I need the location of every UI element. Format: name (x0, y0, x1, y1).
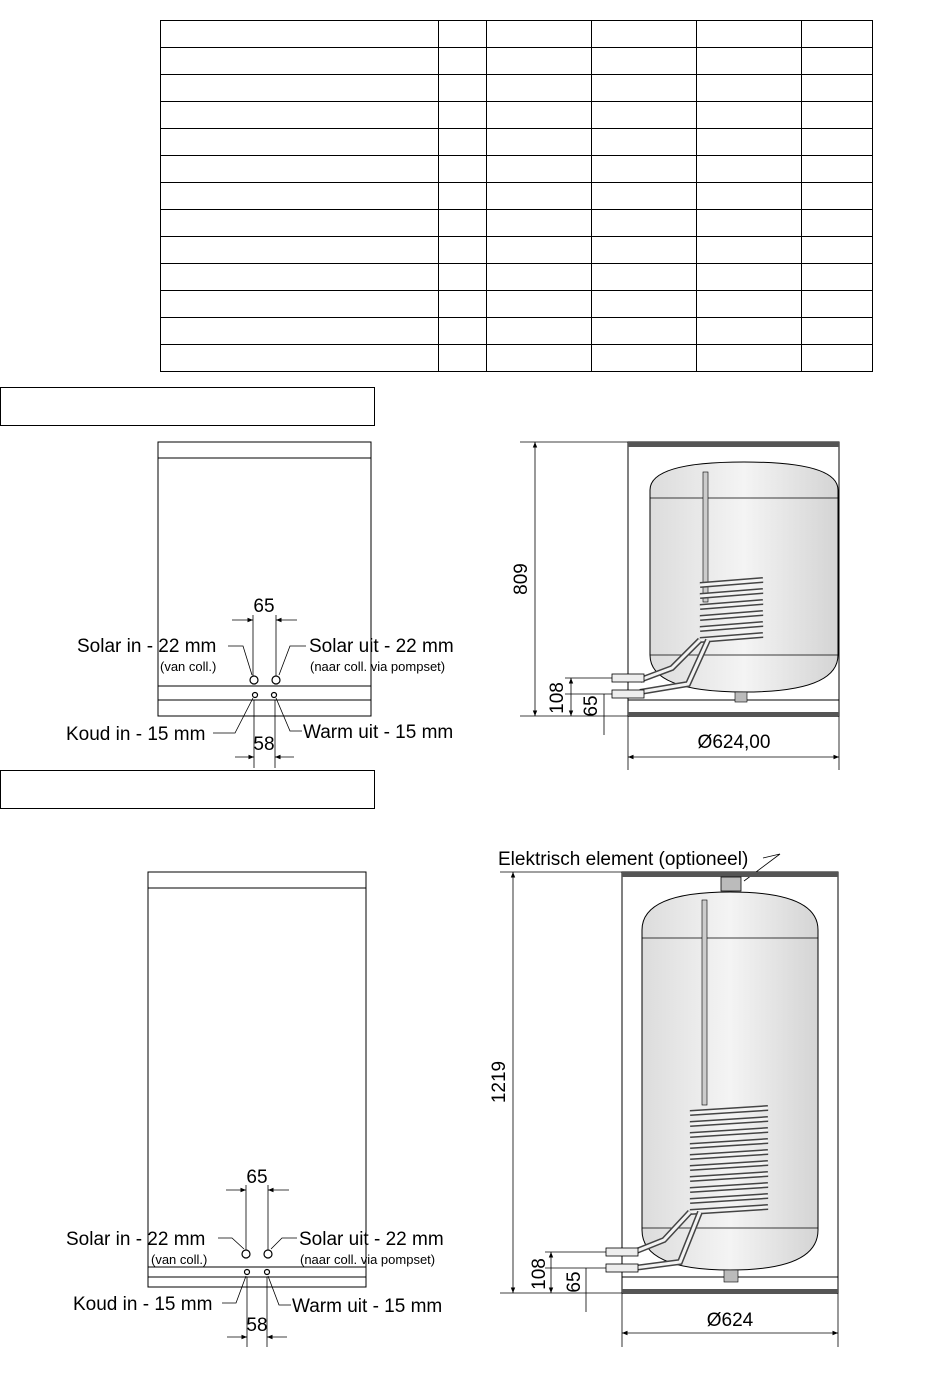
large-solar-in-port (242, 1250, 250, 1258)
large-dim-65-front: 65 (246, 1167, 268, 1188)
large-dip-tube (702, 900, 707, 1105)
large-solar-in-sub: (van coll.) (151, 1252, 208, 1267)
small-side-top-cap (628, 442, 839, 447)
large-side-view (489, 849, 838, 1347)
large-solar-stub (606, 1248, 638, 1256)
large-front-outline (148, 872, 366, 1287)
large-cold-in-port (245, 1270, 250, 1275)
large-dim-65-side: 65 (564, 1271, 585, 1293)
small-front-view (66, 442, 454, 768)
small-leader-warm-out (276, 698, 302, 731)
large-leader-cold-in (222, 1276, 246, 1303)
small-warm-out-label: Warm uit - 15 mm (303, 722, 454, 743)
small-solar-in-port (250, 676, 258, 684)
large-front-view (66, 872, 444, 1347)
small-solar-out-port (272, 676, 280, 684)
small-cold-in-label: Koud in - 15 mm (66, 724, 206, 745)
small-water-stub (612, 690, 644, 698)
small-side-bottom-cap (628, 712, 839, 717)
large-drain-nipple (724, 1270, 738, 1282)
large-solar-out-sub: (naar coll. via pompset) (300, 1252, 436, 1267)
large-side-bottom-cap (622, 1289, 838, 1294)
small-dim-65-front: 65 (253, 596, 275, 617)
large-leader-solar-in (218, 1238, 244, 1249)
large-dim-1219: 1219 (489, 1060, 510, 1104)
small-drain-nipple (735, 692, 747, 702)
large-electric-element (721, 877, 741, 891)
small-solar-in-sub: (van coll.) (160, 659, 217, 674)
small-warm-out-port (272, 693, 277, 698)
large-cold-in-label: Koud in - 15 mm (73, 1294, 213, 1315)
large-warm-out-label: Warm uit - 15 mm (292, 1296, 443, 1317)
large-leader-warm-out (268, 1276, 291, 1305)
large-water-stub (606, 1264, 638, 1272)
small-solar-out-label: Solar uit - 22 mm (309, 636, 454, 657)
large-tank-vessel (642, 892, 818, 1270)
large-solar-out-port (264, 1250, 272, 1258)
small-solar-stub (612, 674, 644, 682)
small-solar-out-sub: (naar coll. via pompset) (310, 659, 446, 674)
small-leader-solar-in (228, 646, 252, 675)
small-tank-vessel (650, 462, 838, 692)
small-dim-809: 809 (511, 563, 532, 595)
large-dim-58-front: 58 (246, 1315, 268, 1336)
small-dim-65-side: 65 (581, 695, 602, 717)
large-side-top-cap (622, 872, 838, 877)
small-dim-108: 108 (547, 682, 568, 714)
small-dim-diameter: Ø624,00 (697, 732, 771, 753)
small-solar-in-label: Solar in - 22 mm (77, 636, 217, 657)
large-warm-out-port (265, 1270, 270, 1275)
small-dim-58-front: 58 (253, 734, 275, 755)
small-leader-solar-out (279, 646, 306, 675)
large-leader-solar-out (271, 1238, 297, 1249)
small-front-outline (158, 442, 371, 716)
small-cold-in-port (253, 693, 258, 698)
large-solar-out-label: Solar uit - 22 mm (299, 1229, 444, 1250)
large-solar-in-label: Solar in - 22 mm (66, 1229, 206, 1250)
large-dim-diameter: Ø624 (706, 1310, 754, 1331)
large-element-label: Elektrisch element (optioneel) (498, 849, 749, 870)
small-side-view (511, 442, 839, 770)
large-dim-108: 108 (529, 1258, 550, 1290)
